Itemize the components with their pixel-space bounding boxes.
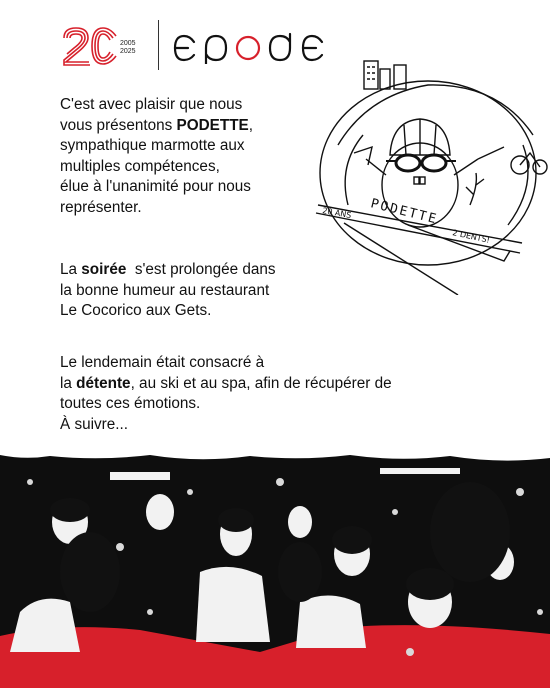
year-start: 2005: [120, 40, 136, 47]
nextday-paragraph: [60, 353, 530, 435]
mascot-name: PODETTE: [176, 116, 249, 134]
evening-line-1: La soirée s'est prolongée dans: [60, 261, 276, 278]
nextday-line-3: toutes ces émotions.: [60, 395, 201, 412]
evening-paragraph: [60, 260, 370, 322]
year-end: 2025: [120, 48, 136, 55]
podette-marmot-illustration: [308, 55, 548, 295]
party-crowd-photo: [0, 452, 550, 688]
intro-line-2: vous présentons PODETTE,: [60, 116, 253, 134]
banner-text-left: 20 ANS: [321, 206, 353, 221]
nextday-line-1: Le lendemain était consacré à: [60, 354, 265, 371]
soiree-word: soirée: [81, 261, 127, 278]
intro-line-1: C'est avec plaisir que nous: [60, 96, 243, 113]
evening-line-3: Le Cocorico aux Gets.: [60, 302, 212, 319]
detente-word: détente: [76, 374, 131, 392]
intro-line-3: sympathique marmotte aux: [60, 137, 245, 154]
banner-text-middle: PODETTE: [369, 196, 440, 228]
header-divider: [158, 20, 159, 70]
intro-line-6: représenter.: [60, 198, 142, 216]
banner-text-right: 2 DENTS!: [451, 228, 491, 245]
nextday-line-4: À suivre...: [60, 415, 129, 433]
anniversary-years: [120, 40, 136, 56]
intro-paragraph: [60, 95, 310, 218]
intro-line-4: multiples compétences,: [60, 157, 220, 175]
intro-line-5: élue à l'unanimité pour nous: [60, 178, 251, 195]
evening-line-2: la bonne humeur au restaurant: [60, 281, 270, 299]
nextday-line-2: la détente, au ski et au spa, afin de récupérer de: [60, 374, 392, 392]
